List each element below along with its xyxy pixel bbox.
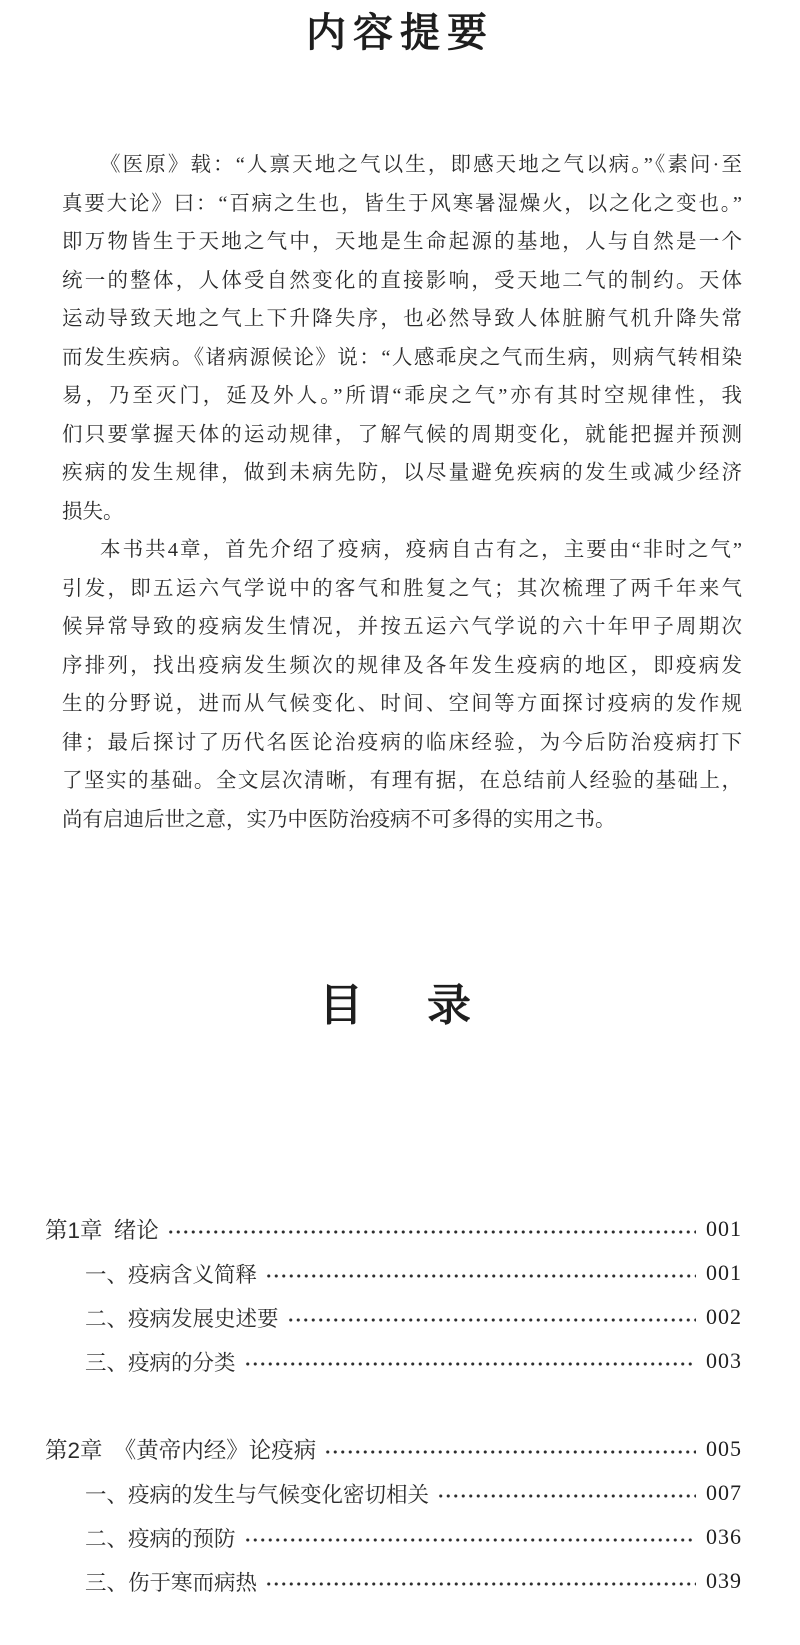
body-line: 疾病的发生规律，做到未病先防，以尽量避免疾病的发生或减少经济 bbox=[62, 462, 742, 484]
body-line: 《医原》载：“人禀天地之气以生，即感天地之气以病。”《素问·至 bbox=[100, 154, 742, 176]
body-line: 引发，即五运六气学说中的客气和胜复之气；其次梳理了两千年来气 bbox=[62, 577, 742, 600]
toc-entry-label: 一、疫病的发生与气候变化密切相关 bbox=[85, 1482, 430, 1507]
summary-body bbox=[0, 146, 800, 839]
body-line: 损失。 bbox=[62, 500, 124, 523]
toc-entry-label: 第1章 绪论 bbox=[45, 1218, 159, 1243]
toc-title: 目 录 bbox=[319, 981, 481, 1030]
toc-entry-label: 一、疫病含义简释 bbox=[85, 1262, 258, 1287]
body-line: 们只要掌握天体的运动规律，了解气候的周期变化，就能把握并预测 bbox=[62, 423, 742, 446]
toc-entry-page: 005 bbox=[706, 1436, 742, 1461]
dot-leader bbox=[324, 1450, 696, 1454]
body-line: 尚有启迪后世之意，实乃中医防治疫病不可多得的实用之书。 bbox=[62, 808, 616, 831]
dot-leader bbox=[437, 1494, 696, 1498]
summary-title: 内容提要 bbox=[306, 10, 494, 55]
body-line: 运动导致天地之气上下升降失序，也必然导致人体脏腑气机升降失常 bbox=[62, 308, 742, 330]
body-line: 真要大论》曰：“百病之生也，皆生于风寒暑湿燥火，以之化之变也。” bbox=[62, 192, 742, 215]
toc-entry bbox=[45, 1559, 742, 1603]
toc-entry bbox=[45, 1471, 742, 1515]
toc-entry-page: 002 bbox=[706, 1304, 742, 1329]
toc-entry bbox=[45, 1427, 742, 1471]
body-line: 律；最后探讨了历代名医论治疫病的临床经验，为今后防治疫病打下 bbox=[62, 731, 742, 754]
dot-leader bbox=[167, 1230, 696, 1234]
toc-entry-page: 036 bbox=[706, 1524, 742, 1549]
body-line: 即万物皆生于天地之气中，天地是生命起源的基地，人与自然是一个 bbox=[62, 231, 742, 253]
body-line: 而发生疾病。《诸病源候论》说：“人感乖戾之气而生病，则病气转相染 bbox=[62, 346, 742, 369]
toc-entry bbox=[45, 1207, 742, 1251]
toc-entry-page: 039 bbox=[706, 1568, 742, 1593]
toc-list bbox=[0, 1207, 800, 1603]
toc-entry-label: 二、疫病的预防 bbox=[85, 1526, 236, 1551]
dot-leader bbox=[287, 1318, 696, 1322]
toc-entry-label: 第2章 《黄帝内经》论疫病 bbox=[45, 1438, 317, 1463]
dot-leader bbox=[244, 1538, 696, 1542]
body-line: 易，乃至灭门，延及外人。”所谓“乖戾之气”亦有其时空规律性，我 bbox=[62, 385, 742, 407]
body-line: 统一的整体，人体受自然变化的直接影响，受天地二气的制约。天体 bbox=[62, 269, 742, 292]
dot-leader bbox=[265, 1582, 696, 1586]
dot-leader bbox=[265, 1274, 696, 1278]
toc-entry-label: 二、疫病发展史述要 bbox=[85, 1306, 279, 1331]
body-line: 候异常导致的疫病发生情况，并按五运六气学说的六十年甲子周期次 bbox=[62, 616, 742, 638]
body-line: 序排列，找出疫病发生频次的规律及各年发生疫病的地区，即疫病发 bbox=[62, 654, 742, 677]
toc-entry-page: 003 bbox=[706, 1348, 742, 1373]
toc-entry bbox=[45, 1339, 742, 1383]
body-line: 了坚实的基础。全文层次清晰，有理有据，在总结前人经验的基础上， bbox=[62, 770, 742, 792]
toc-entry-page: 001 bbox=[706, 1216, 742, 1241]
toc-entry-label: 三、疫病的分类 bbox=[85, 1350, 236, 1375]
toc-entry bbox=[45, 1251, 742, 1295]
dot-leader bbox=[244, 1362, 696, 1366]
toc-entry-page: 001 bbox=[706, 1260, 742, 1285]
toc-entry-label: 三、伤于寒而病热 bbox=[85, 1570, 258, 1595]
toc-entry bbox=[45, 1295, 742, 1339]
body-line: 生的分野说，进而从气候变化、时间、空间等方面探讨疫病的发作规 bbox=[62, 693, 742, 715]
body-line: 本书共4章，首先介绍了疫病，疫病自古有之，主要由“非时之气” bbox=[100, 539, 742, 561]
toc-entry-page: 007 bbox=[706, 1480, 742, 1505]
toc-entry bbox=[45, 1515, 742, 1559]
